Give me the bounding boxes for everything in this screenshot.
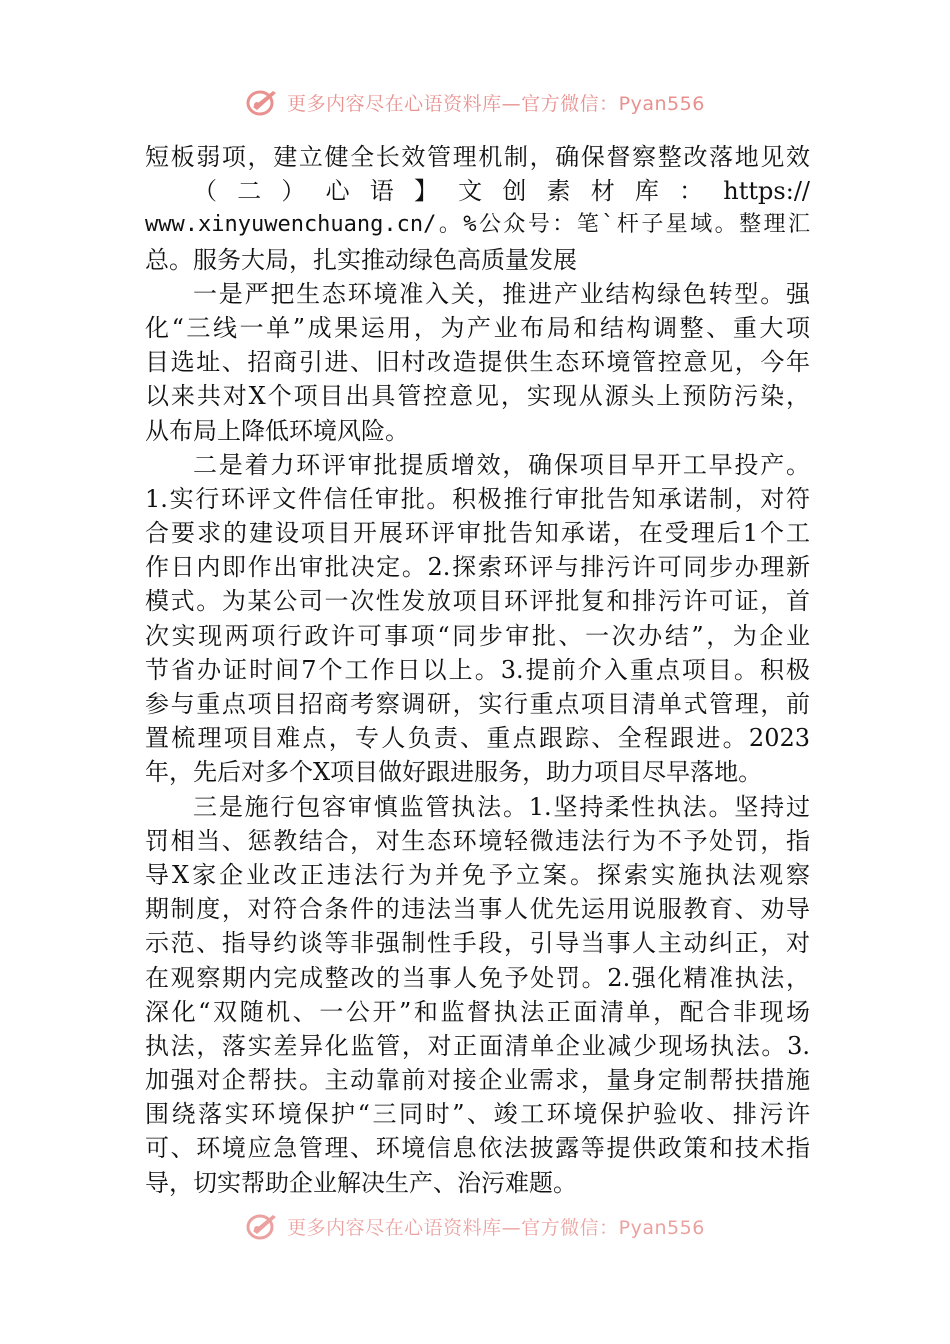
text-line: 围绕落实环境保护“三同时”、竣工环境保护验收、排污许 [145, 1100, 810, 1129]
text-line: 置梳理项目难点，专人负责、重点跟踪、全程跟进。2023 [145, 724, 810, 753]
text-line: 短板弱项，建立健全长效管理机制，确保督察整改落地见效 [145, 143, 810, 171]
text-line: （二）心语】文创素材库：https:// [193, 177, 810, 206]
text-line: 合要求的建设项目开展环评审批告知承诺，在受理后1个工 [145, 519, 810, 548]
text-line: 年，先后对多个X项目做好跟进服务，助力项目尽早落地。 [145, 758, 763, 787]
watermark-text: 更多内容尽在心语资料库—官方微信：Pyan556 [287, 1216, 705, 1239]
text-line: 以来共对X个项目出具管控意见，实现从源头上预防污染， [145, 382, 810, 411]
brush-logo-icon [245, 1211, 279, 1240]
text-line: 期制度，对符合条件的违法当事人优先运用说服教育、劝导 [145, 895, 810, 924]
text-line: 模式。为某公司一次性发放项目环评批复和排污许可证，首 [145, 587, 810, 616]
text-line: www.xinyuwenchuang.cn/。%公众号：笔`杆子星域。整理汇 [145, 212, 810, 238]
text-line: 导X家企业改正违法行为并免予立案。探索实施执法观察 [145, 860, 810, 889]
text-line: 加强对企帮扶。主动靠前对接企业需求，量身定制帮扶措施 [145, 1066, 810, 1095]
text-line: 执法，落实差异化监管，对正面清单企业减少现场执法。3. [145, 1031, 810, 1060]
footer-watermark [0, 1200, 950, 1240]
text-line: 可、环境应急管理、环境信息依法披露等提供政策和技术指 [145, 1134, 810, 1163]
text-line: 导，切实帮助企业解决生产、治污难题。 [145, 1168, 577, 1197]
text-line: 目选址、招商引进、旧村改造提供生态环境管控意见，今年 [145, 348, 810, 377]
text-line: 示范、指导约谈等非强制性手段，引导当事人主动纠正，对 [145, 929, 810, 958]
text-line: 化“三线一单”成果运用，为产业布局和结构调整、重大项 [145, 313, 810, 342]
text-line: 节省办证时间7个工作日以上。3.提前介入重点项目。积极 [145, 655, 810, 684]
header-watermark [0, 80, 950, 124]
text-line: 作日内即作出审批决定。2.探索环评与排污许可同步办理新 [145, 553, 810, 582]
watermark-text: 更多内容尽在心语资料库—官方微信：Pyan556 [287, 92, 705, 115]
text-line: 次实现两项行政许可事项“同步审批、一次办结”，为企业 [145, 621, 810, 650]
text-line: 三是施行包容审慎监管执法。1.坚持柔性执法。坚持过 [193, 792, 810, 821]
text-line: 深化“双随机、一公开”和监督执法正面清单，配合非现场 [145, 997, 810, 1026]
text-line: 一是严把生态环境准入关，推进产业结构绿色转型。强 [193, 279, 810, 308]
brush-logo-icon [245, 87, 279, 117]
text-line: 二是着力环评审批提质增效，确保项目早开工早投产。 [193, 450, 810, 479]
text-line: 1.实行环评文件信任审批。积极推行审批告知承诺制，对符 [145, 484, 810, 513]
text-line: 参与重点项目招商考察调研，实行重点项目清单式管理，前 [145, 690, 810, 718]
text-line: 从布局上降低环境风险。 [145, 416, 409, 445]
document-body [145, 140, 810, 1200]
text-line: 罚相当、惩教结合，对生态环境轻微违法行为不予处罚，指 [145, 826, 810, 855]
text-line: 在观察期内完成整改的当事人免予处罚。2.强化精准执法， [145, 963, 810, 992]
text-line: 总。服务大局，扎实推动绿色高质量发展 [145, 245, 577, 274]
